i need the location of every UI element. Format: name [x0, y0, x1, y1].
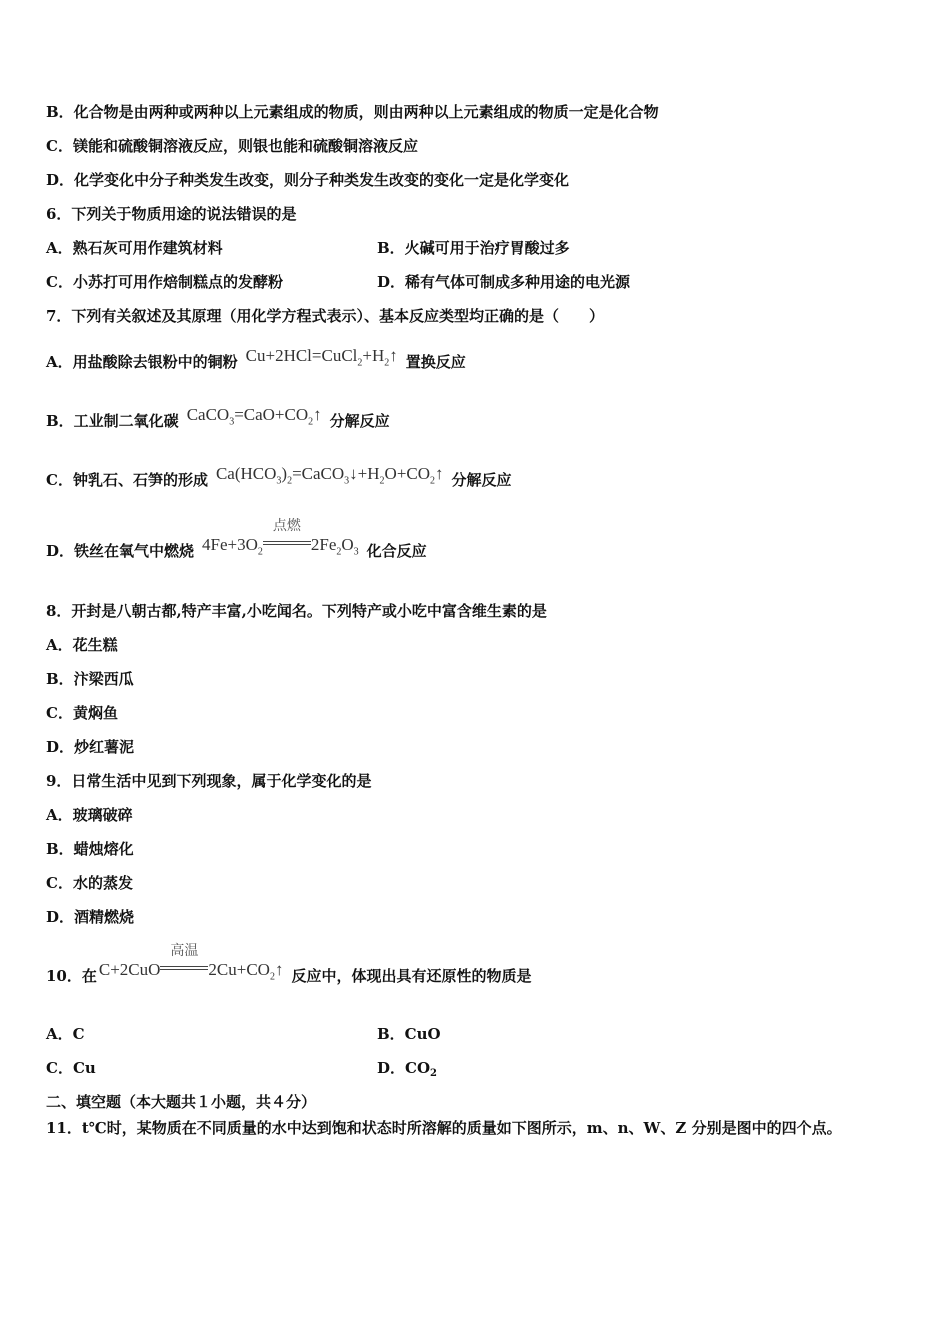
q9-stem: 9．日常生活中见到下列现象，属于化学变化的是 — [46, 772, 372, 790]
q7-option-a-type: 置换反应 — [405, 353, 466, 371]
q5-option-b: B．化合物是由两种或两种以上元素组成的物质，则由两种以上元素组成的物质一定是化合物 — [46, 103, 659, 121]
q7-option-d-text: D．铁丝在氧气中燃烧 — [46, 542, 195, 560]
q7-option-a — [46, 346, 466, 379]
q7-option-d-type: 化合反应 — [366, 542, 427, 560]
reaction-condition — [160, 944, 208, 980]
q6-option-d: D．稀有气体可制成多种用途的电光源 — [377, 273, 631, 291]
q7-option-b — [46, 405, 390, 438]
q10-option-c: C．Cu — [46, 1059, 96, 1077]
q8-option-b: B．汴梁西瓜 — [46, 670, 134, 688]
q6-option-c: C．小苏打可用作焙制糕点的发酵粉 — [46, 273, 283, 291]
q7-option-a-equation: $Cu+2HCl=CuCl_2+H_2↑$ — [245, 346, 398, 369]
q10-suffix: 反应中，体现出具有还原性的物质是 — [291, 967, 532, 985]
q8-option-a: A．花生糕 — [46, 636, 118, 654]
q8-stem: 8．开封是八朝古都,特产丰富,小吃闻名。下列特产或小吃中富含维生素的是 — [46, 602, 547, 620]
q7-option-c-text: C．钟乳石、石笋的形成 — [46, 471, 208, 489]
q7-option-b-type: 分解反应 — [329, 412, 390, 430]
q10-option-d-text: D．CO — [377, 1059, 431, 1077]
q7-stem: 7．下列有关叙述及其原理（用化学方程式表示）、基本反应类型均正确的是（ ） — [46, 307, 604, 325]
q10-option-d: D．$CO_2$ — [377, 1059, 437, 1079]
reaction-condition — [263, 519, 311, 555]
q9-option-a: A．玻璃破碎 — [46, 806, 133, 824]
q9-option-c: C．水的蒸发 — [46, 874, 133, 892]
q6-stem: 6．下列关于物质用途的说法错误的是 — [46, 205, 297, 223]
q9-option-d: D．酒精燃烧 — [46, 908, 135, 926]
q7-option-b-text: B．工业制二氧化碳 — [46, 412, 179, 430]
q7-option-d — [46, 519, 427, 568]
q8-option-d: D．炒红薯泥 — [46, 738, 135, 756]
q7-option-c-type: 分解反应 — [451, 471, 512, 489]
q6-option-b: B．火碱可用于治疗胃酸过多 — [377, 239, 570, 257]
q10-option-a: A．C — [46, 1025, 85, 1043]
q9-option-b: B．蜡烛熔化 — [46, 840, 134, 858]
q10-equation: C+2CuO 高温 $2Cu+CO_2↑$ — [98, 944, 284, 983]
q11-stem: 11．t℃时，某物质在不同质量的水中达到饱和状态时所溶解的质量如下图所示，m、n、W、Z 分别是图中的四个点。 — [46, 1119, 842, 1137]
q10-prefix: 10．在 — [46, 967, 97, 985]
q7-option-c — [46, 464, 512, 497]
q7-option-d-equation: $4Fe+3O_2$ 点燃 $2Fe_2O_3$ — [202, 519, 359, 558]
q10-option-b: B．CuO — [377, 1025, 441, 1043]
q10-stem — [46, 944, 532, 993]
condition-label: 高温 — [170, 944, 199, 959]
q7-option-b-equation: $CaCO_3=CaO+CO_2↑$ — [186, 405, 322, 428]
q5-option-c: C．镁能和硫酸铜溶液反应，则银也能和硫酸铜溶液反应 — [46, 137, 418, 155]
q6-option-a: A．熟石灰可用作建筑材料 — [46, 239, 223, 257]
section-2-title: 二、填空题（本大题共１小题，共４分） — [46, 1093, 317, 1111]
q5-option-d: D．化学变化中分子种类发生改变，则分子种类发生改变的变化一定是化学变化 — [46, 171, 570, 189]
q7-option-a-text: A．用盐酸除去银粉中的铜粉 — [46, 353, 238, 371]
q7-option-c-equation: $Ca(HCO_3)_2=CaCO_3↓+H_2O+CO_2↑$ — [215, 464, 444, 487]
condition-label: 点燃 — [272, 519, 301, 534]
q8-option-c: C．黄焖鱼 — [46, 704, 118, 722]
